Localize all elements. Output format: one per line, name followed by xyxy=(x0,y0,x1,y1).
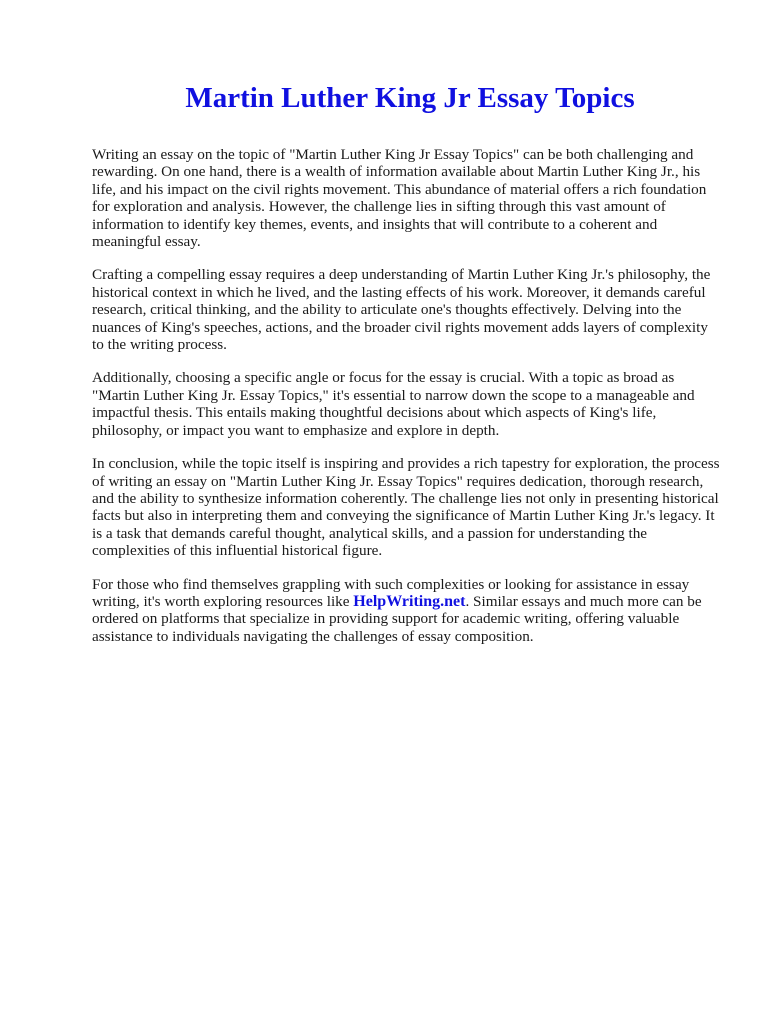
paragraph-intro: Writing an essay on the topic of "Martin Luther King Jr Essay Topics" can be both challenging and rewarding. On one hand, there is a wealth of information available about Martin Luther King Jr., his life, and his impact on the civil rights movement. This abundance of material offers a rich foundation for exploration and analysis. However, the challenge lies in sifting through this vast amount of information to identify key themes, events, and insights that will contribute to a coherent and meaningful essay. xyxy=(92,146,707,251)
paragraph-resources xyxy=(92,576,722,646)
resources-text-after-link: . Similar essays and much more can be ordered on platforms that specialize in providing support for academic writing, offering valuable assistance to individuals navigating the challenges of essay composition. xyxy=(92,592,702,645)
paragraph-angle: Additionally, choosing a specific angle or focus for the essay is crucial. With a topic as broad as "Martin Luther King Jr. Essay Topics," it's essential to narrow down the scope to a manageable and impactful thesis. This entails making thoughtful decisions about which aspects of King's life, philosophy, or impact you want to emphasize and explore in depth. xyxy=(92,369,695,439)
helpwriting-link[interactable]: HelpWriting.net xyxy=(353,592,466,610)
resources-text-before-link: For those who find themselves grappling with such complexities or looking for assistance in essay writing, it's worth exploring resources like xyxy=(92,575,690,610)
page-title: Martin Luther King Jr Essay Topics xyxy=(185,82,635,114)
paragraph-conclusion: In conclusion, while the topic itself is inspiring and provides a rich tapestry for exploration, the process of writing an essay on "Martin Luther King Jr. Essay Topics" requires dedication, thorough research, and the ability to synthesize information coherently. The challenge lies not only in presenting historical facts but also in interpreting them and conveying the significance of Martin Luther King Jr.'s legacy. It is a task that demands careful thought, analytical skills, and a passion for understanding the complexities of this influential historical figure. xyxy=(92,455,720,560)
paragraph-crafting: Crafting a compelling essay requires a deep understanding of Martin Luther King Jr.'s philosophy, the historical context in which he lived, and the lasting effects of his work. Moreover, it demands careful research, critical thinking, and the ability to articulate one's thoughts effectively. Delving into the nuances of King's speeches, actions, and the broader civil rights movement adds layers of complexity to the writing process. xyxy=(92,266,711,354)
document-body xyxy=(92,146,722,661)
